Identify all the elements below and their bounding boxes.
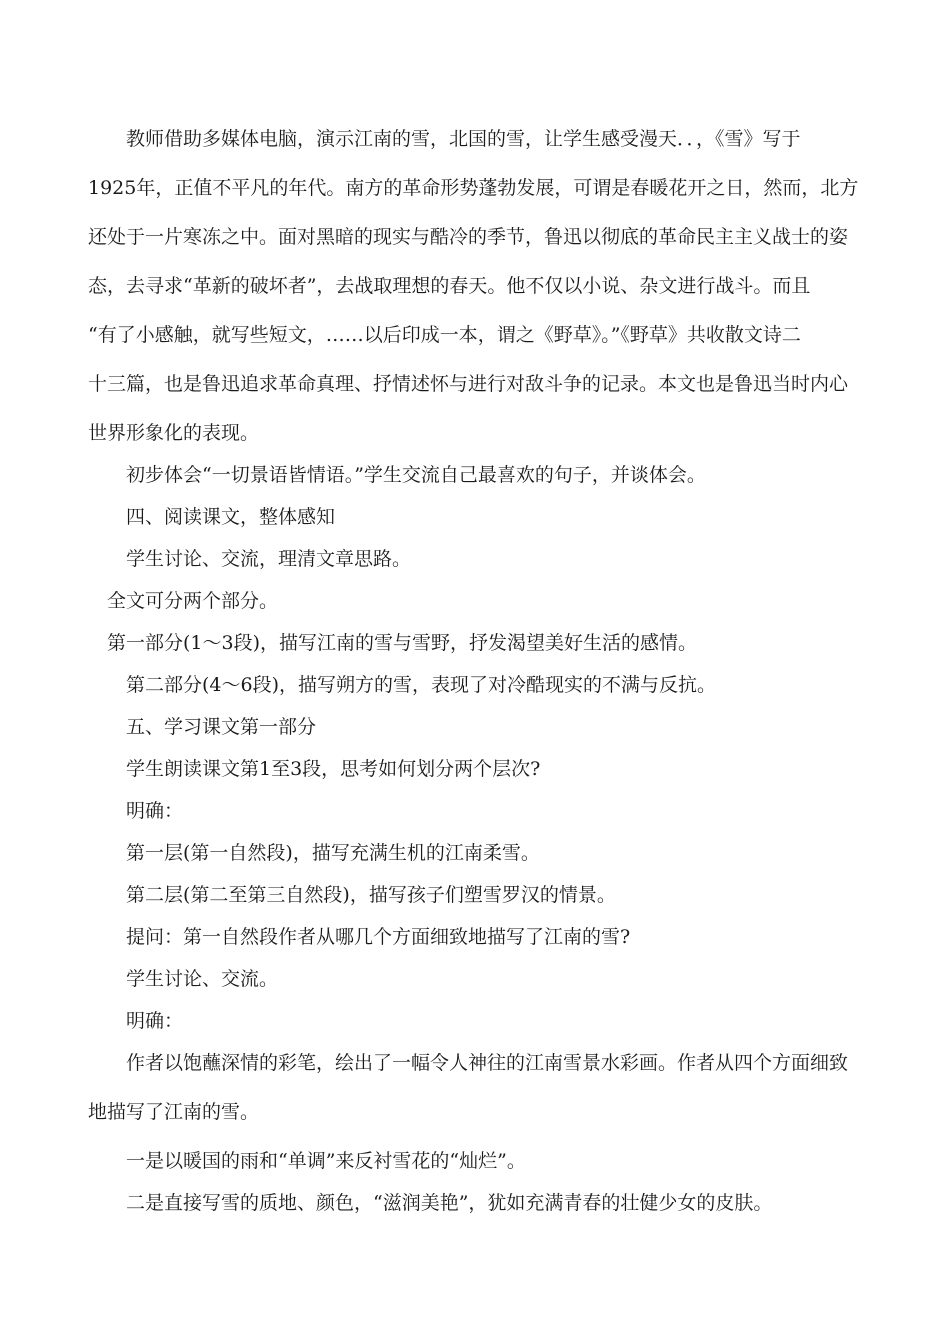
section-heading: 五、学习课文第一部分 [126, 716, 317, 738]
text-line: 第一部分(1～3段)，描写江南的雪与雪野，抒发渴望美好生活的感情。 [107, 632, 698, 654]
text-line: 学生讨论、交流，理清文章思路。 [126, 548, 412, 570]
text-line: 第一层(第一自然段)，描写充满生机的江南柔雪。 [126, 842, 540, 864]
text-line: 第二层(第二至第三自然段)，描写孩子们塑雪罗汉的情景。 [126, 884, 616, 906]
text-line: 二是直接写雪的质地、颜色，“滋润美艳”，犹如充满青春的壮健少女的皮肤。 [126, 1192, 773, 1214]
text-line: 一是以暖国的雨和“单调”来反衬雪花的“灿烂”。 [126, 1150, 526, 1172]
text-line: 世界形象化的表现。 [88, 422, 260, 444]
text-line: 还处于一片寒冻之中。面对黑暗的现实与酷冷的季节，鲁迅以彻底的革命民主主义战士的姿 [88, 226, 849, 248]
text-line: 全文可分两个部分。 [107, 590, 279, 612]
text-line: 态，去寻求“革新的破坏者”，去战取理想的春天。他不仅以小说、杂文进行战斗。而且 [88, 275, 811, 297]
text-line: 明确： [126, 1010, 184, 1032]
text-line: 提问：第一自然段作者从哪几个方面细致地描写了江南的雪? [126, 926, 631, 948]
text-line: 第二部分(4～6段)，描写朔方的雪，表现了对冷酷现实的不满与反抗。 [126, 674, 717, 696]
text-line: 初步体会“一切景语皆情语。”学生交流自己最喜欢的句子，并谈体会。 [126, 464, 706, 486]
section-heading: 四、阅读课文，整体感知 [126, 506, 336, 528]
text-line: 作者以饱蘸深情的彩笔，绘出了一幅令人神往的江南雪景水彩画。作者从四个方面细致 [126, 1052, 849, 1074]
text-line: 1925年，正值不平凡的年代。南方的革命形势蓬勃发展，可谓是春暖花开之日，然而，北方 [88, 177, 859, 199]
text-line: 地描写了江南的雪。 [88, 1101, 260, 1123]
text-line: “有了小感触，就写些短文，……以后印成一本，谓之《野草》。”《野草》共收散文诗二 [88, 324, 801, 346]
text-line: 十三篇，也是鲁迅追求革命真理、抒情述怀与进行对敌斗争的记录。本文也是鲁迅当时内心 [88, 373, 849, 395]
text-line: 学生朗读课文第1至3段，思考如何划分两个层次? [126, 758, 541, 780]
text-line: 教师借助多媒体电脑，演示江南的雪，北国的雪，让学生感受漫天．．，《雪》写于 [126, 128, 801, 150]
text-line: 学生讨论、交流。 [126, 968, 279, 990]
text-line: 明确： [126, 800, 184, 822]
